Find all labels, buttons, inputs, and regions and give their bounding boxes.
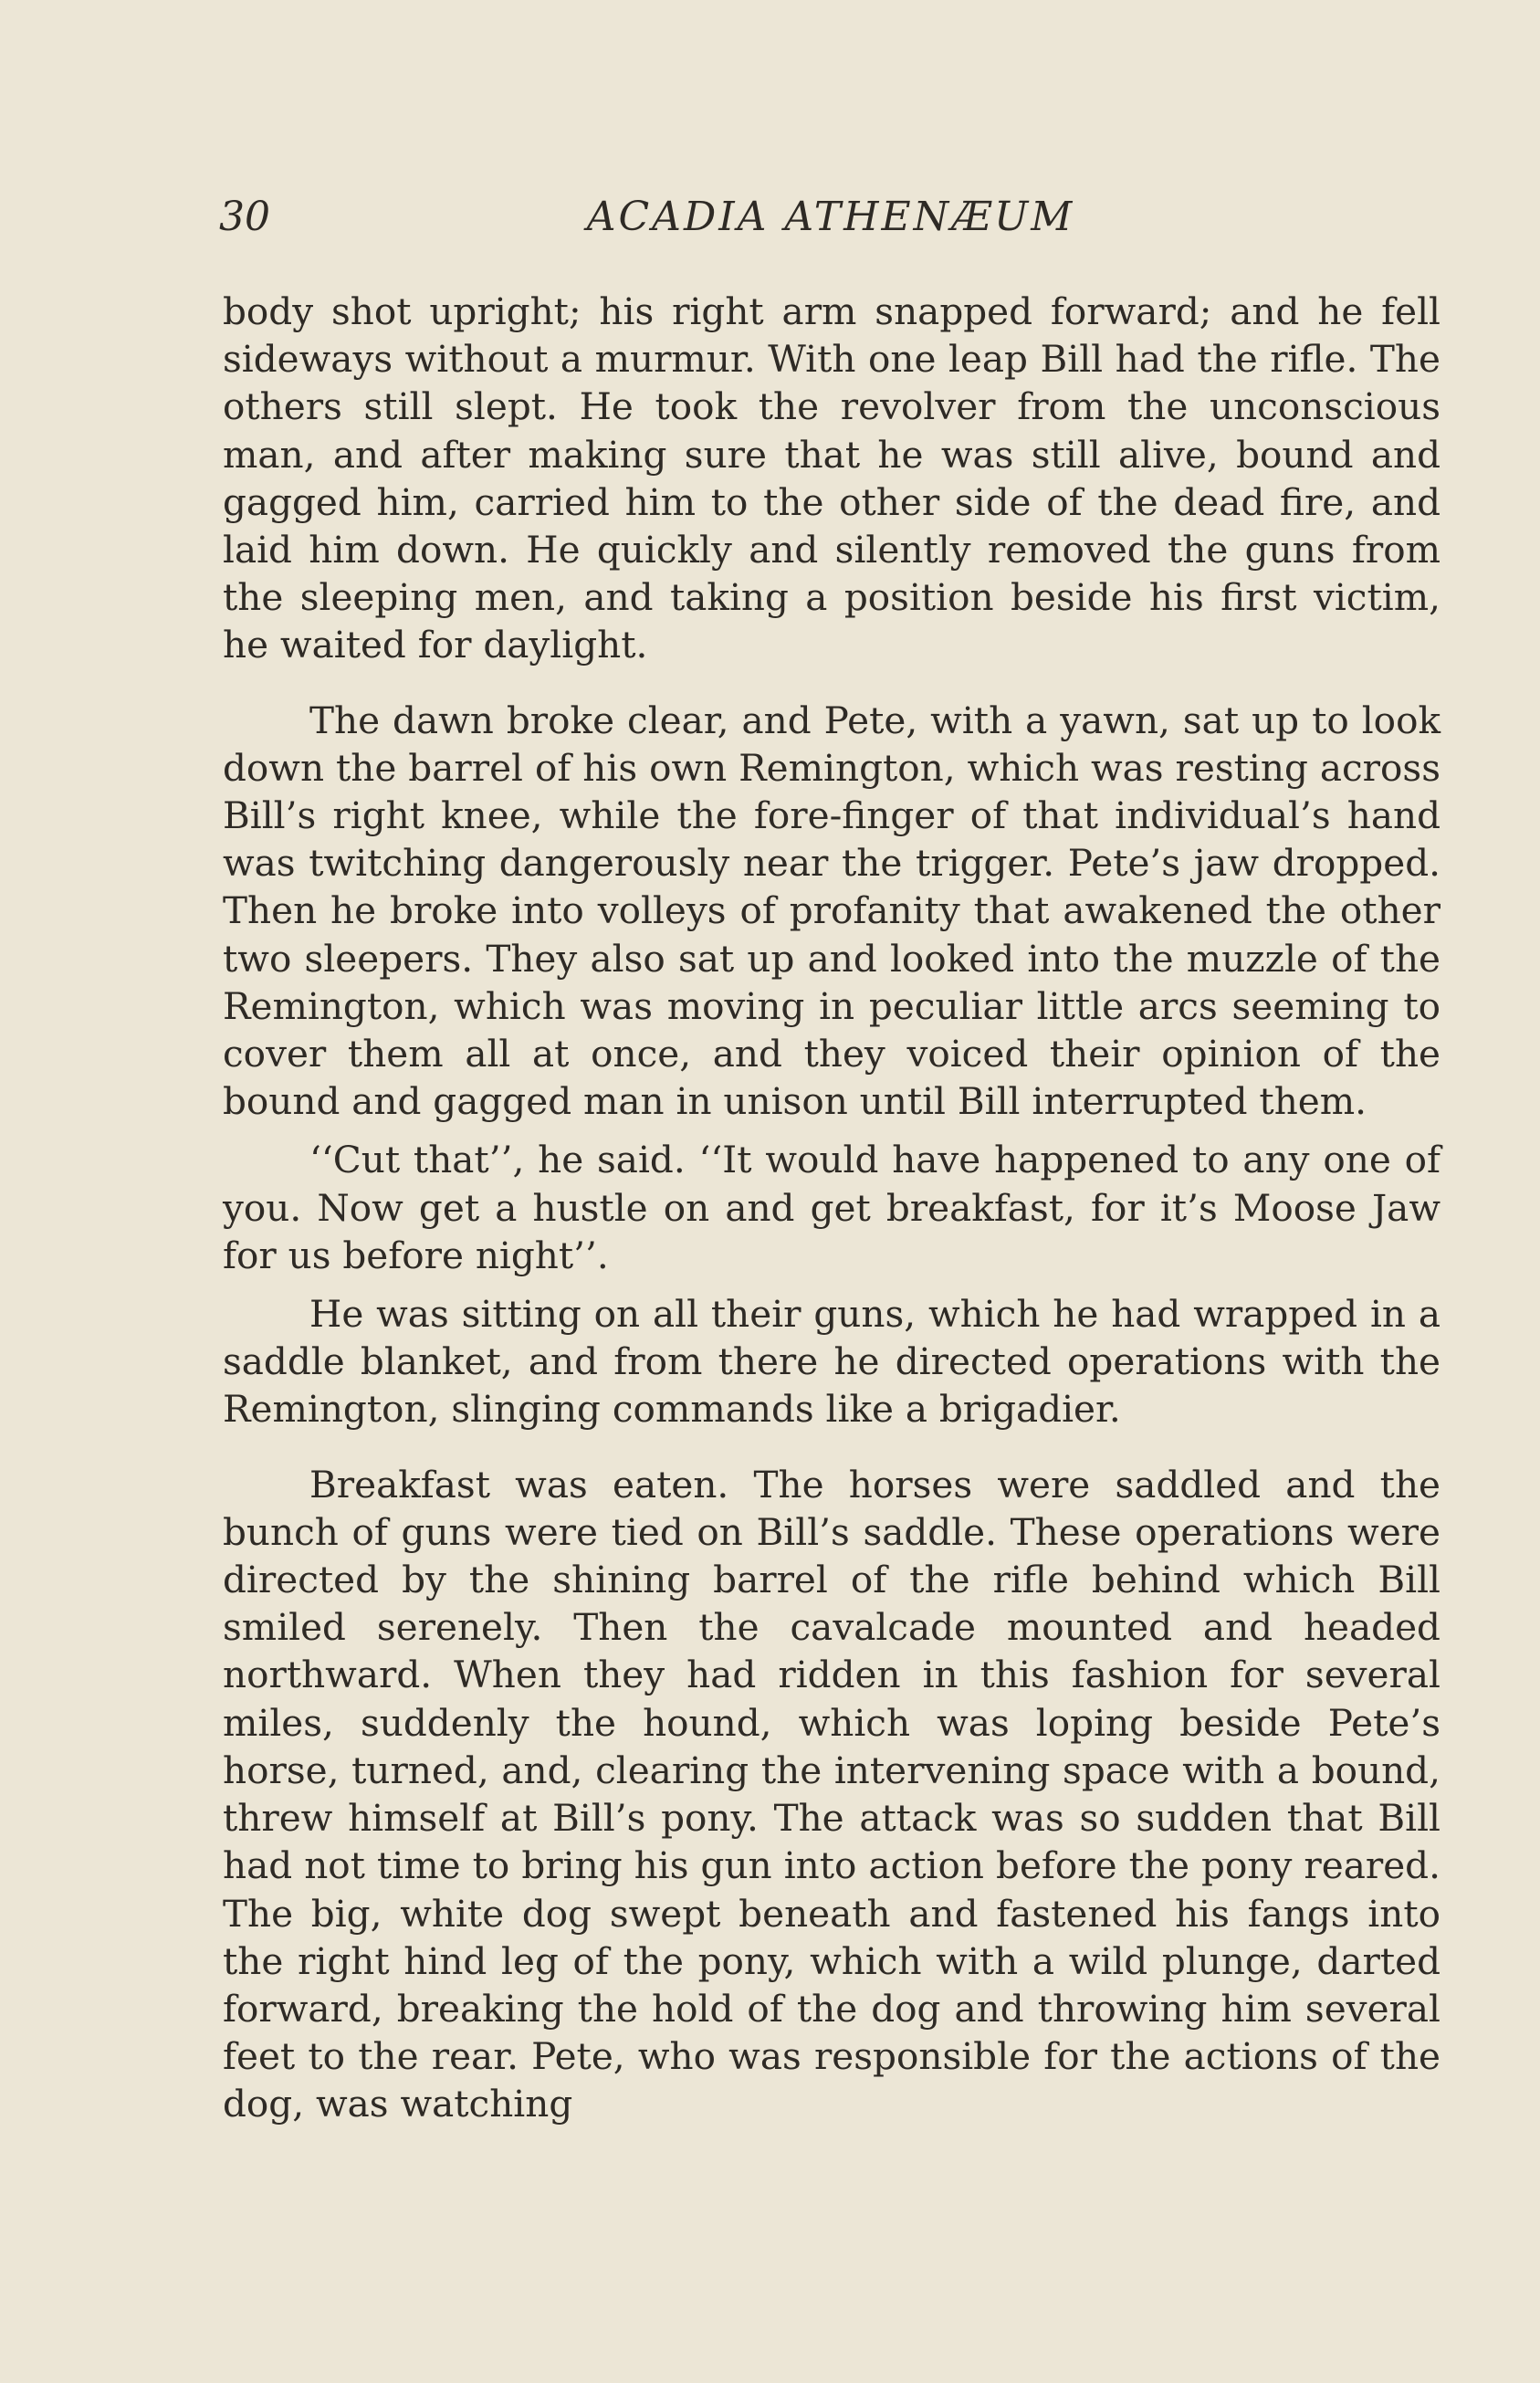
paragraph-1: body shot upright; his right arm snapped forward; and he fell sideways without a murmur. With one leap Bill had the rifle. The others still slept. He took the revolver from the unconscious man, and after making sure that he was still alive, bound and gagged him, carried him to the other side of the dead fire, and laid him down. He quickly and silently removed the guns from the sleeping men, and taking a position beside his first victim, he waited for daylight. — [223, 289, 1440, 667]
page-header — [219, 194, 1442, 248]
running-title: ACADIA ATHENÆUM — [586, 194, 1075, 240]
paragraph-2: The dawn broke clear, and Pete, with a yawn, sat up to look down the barrel of his own Remington, which was resting across Bill’s right knee, while the fore-finger of that individual’s hand was twitching dangerously near the trigger. Pete’s jaw dropped. Then he broke into volleys of profanity that awakened the other two sleepers. They also sat up and looked into the muzzle of the Remington, which was moving in peculiar little arcs seeming to cover them all at once, and they voiced their opinion of the bound and gagged man in unison until Bill interrupted them. — [223, 698, 1440, 1124]
body-text — [223, 288, 1440, 2128]
page-number: 30 — [219, 194, 270, 240]
paragraph-3: ‘‘Cut that’’, he said. ‘‘It would have happened to any one of you. Now get a hustle on and get breakfast, for it’s Moose Jaw for us before night’’. — [223, 1138, 1440, 1277]
paragraph-4: He was sitting on all their guns, which he had wrapped in a saddle blanket, and from there he directed operations with the Remington, slinging commands like a brigadier. — [223, 1292, 1440, 1432]
paragraph-5: Breakfast was eaten. The horses were saddled and the bunch of guns were tied on Bill’s saddle. These operations were directed by the shining barrel of the rifle behind which Bill smiled serenely. Then the cavalcade mounted and headed northward. When they had ridden in this fashion for several miles, suddenly the hound, which was loping beside Pete’s horse, turned, and, clearing the intervening space with a bound, threw himself at Bill’s pony. The attack was so sudden that Bill had not time to bring his gun into action before the pony reared. The big, white dog swept beneath and fastened his fangs into the right hind leg of the pony, which with a wild plunge, darted forward, breaking the hold of the dog and throwing him several feet to the rear. Pete, who was responsible for the actions of the dog, was watching — [223, 1462, 1440, 2126]
